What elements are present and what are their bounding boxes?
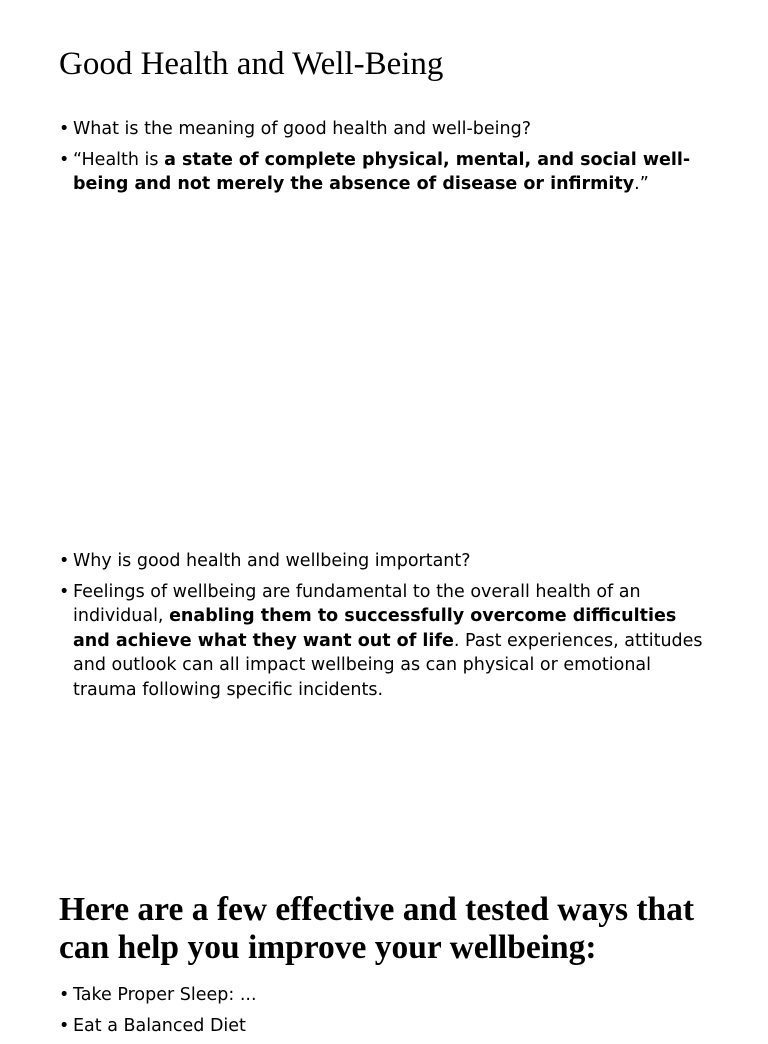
definition-prefix: “Health is: [73, 149, 165, 170]
list-item-question-importance: [59, 549, 719, 574]
importance-list: [59, 549, 719, 708]
tip-text: Eat a Balanced Diet: [73, 1015, 246, 1036]
tip-text: Take Proper Sleep: ...: [73, 985, 257, 1005]
explanation-bold-text: enabling them to successfully overcome difficulties and achieve what they want out of life: [73, 606, 677, 651]
section-heading: Here are a few effective and tested ways that can help you improve your wellbeing:: [59, 891, 695, 966]
question-text: What is the meaning of good health and well-being?: [73, 119, 532, 139]
list-item-tip: [59, 1014, 719, 1039]
list-item-health-definition: [59, 148, 719, 197]
list-item-wellbeing-explanation: [59, 580, 719, 703]
definition-list: [59, 117, 719, 203]
list-item-tip: [59, 983, 719, 1008]
explanation-suffix: . Past experiences, attitudes and outlook can all impact wellbeing as can physical or emotional trauma following specific incidents.: [73, 630, 703, 700]
tips-list: [59, 983, 719, 1044]
definition-suffix: .”: [634, 174, 649, 194]
page-title: Good Health and Well-Being: [59, 46, 444, 82]
explanation-prefix: Feelings of wellbeing are fundamental to the overall health of an individual,: [73, 581, 641, 626]
question-text: Why is good health and wellbeing important?: [73, 551, 471, 571]
list-item-question-meaning: [59, 117, 719, 142]
definition-bold-text: a state of complete physical, mental, and social well-being and not merely the absence of disease or infirmity: [73, 149, 691, 194]
